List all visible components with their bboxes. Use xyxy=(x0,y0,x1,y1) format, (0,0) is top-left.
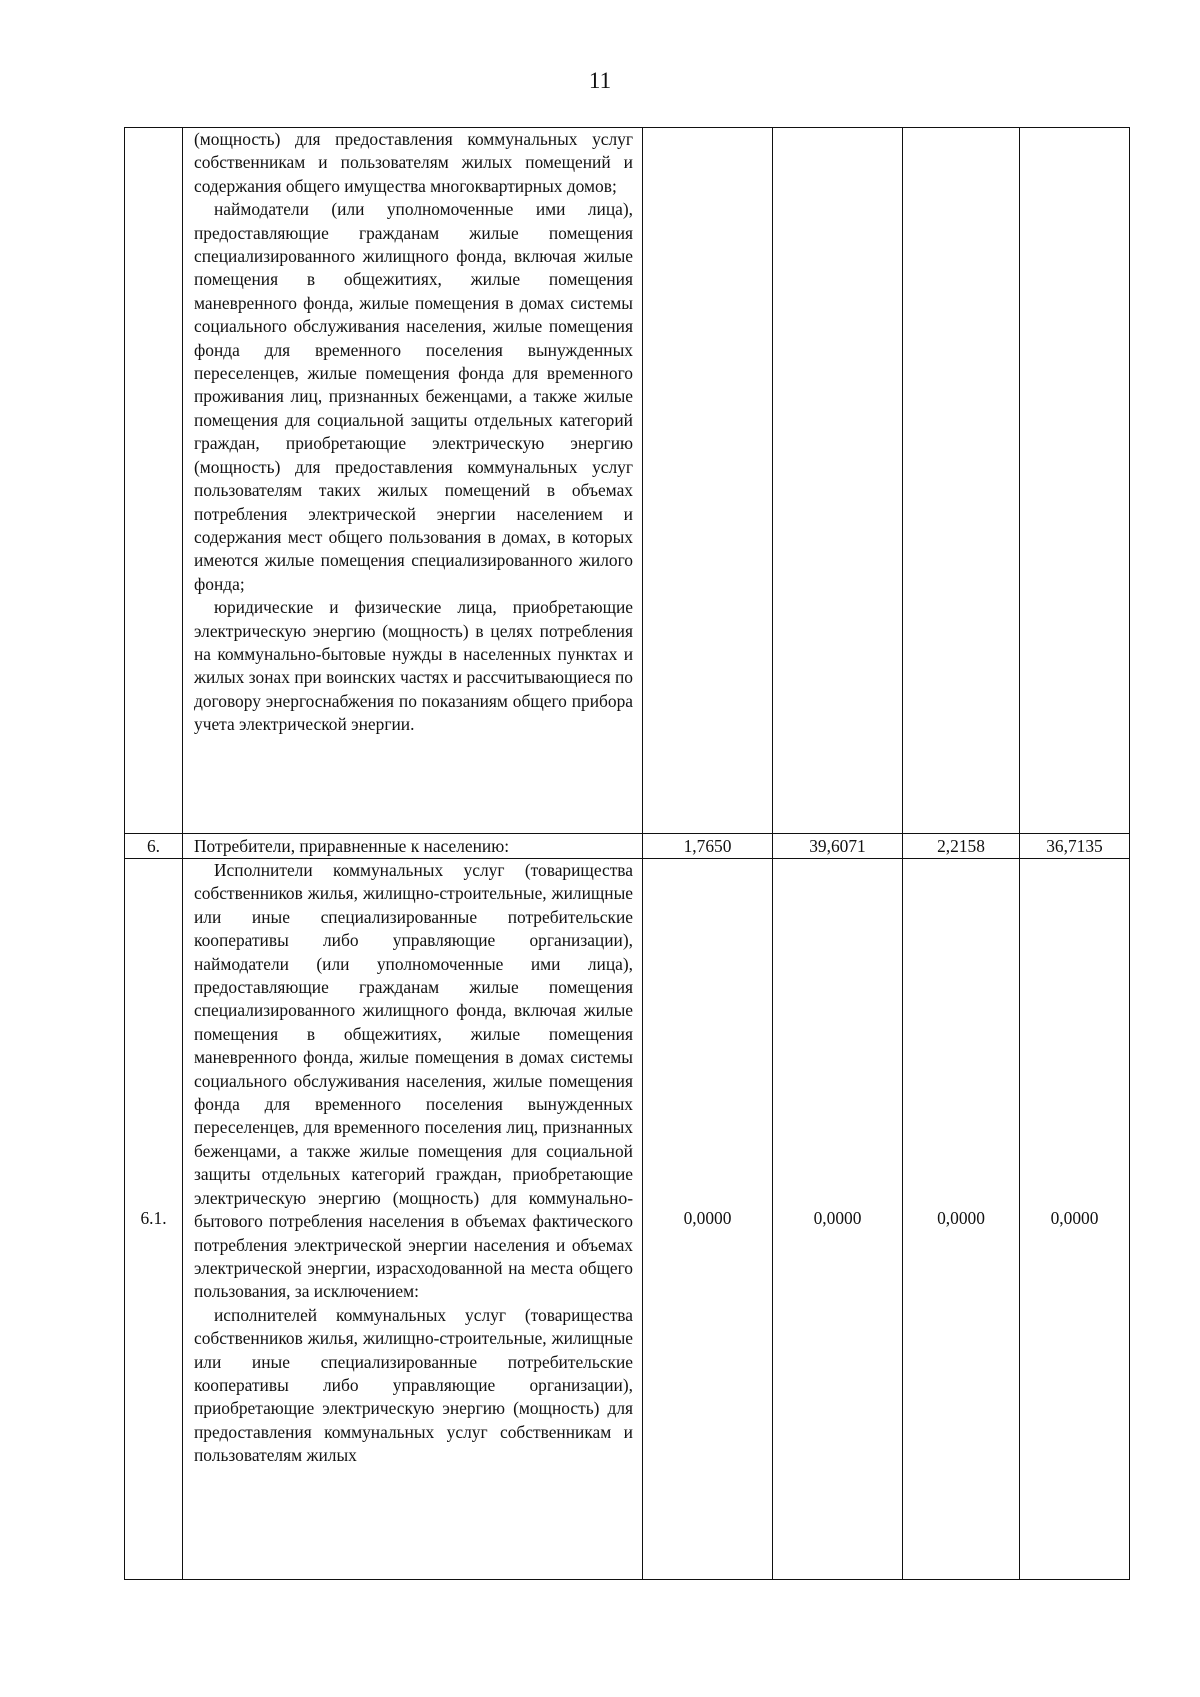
value-cell: 36,7135 xyxy=(1020,834,1130,859)
row-number-cell xyxy=(125,128,183,834)
paragraph: исполнителей коммунальных услуг (товарищества собственников жилья, жилищно-строительные, жилищные или иные специализированные потребительские кооперативы либо управляющие организации), приобретающие электрическую энергию (мощность) для предоставления коммунальных услуг собственникам и пользователям жилых xyxy=(194,1304,633,1466)
row-number-cell: 6. xyxy=(125,834,183,859)
row-description-cell xyxy=(183,859,643,1580)
value-cell xyxy=(773,128,903,834)
table-row-6-1 xyxy=(125,859,1130,1580)
table-row-6 xyxy=(125,834,1130,859)
table-row-continued xyxy=(125,128,1130,834)
page-number: 11 xyxy=(588,68,612,93)
row-description-cell xyxy=(183,128,643,834)
value-cell: 39,6071 xyxy=(773,834,903,859)
tariff-table xyxy=(124,127,1130,1580)
value-cell: 0,0000 xyxy=(643,859,773,1580)
paragraph: (мощность) для предоставления коммунальных услуг собственникам и пользователям жилых помещений и содержания общего имущества многоквартирных домов; xyxy=(194,129,633,196)
value-cell: 0,0000 xyxy=(773,859,903,1580)
paragraph: наймодатели (или уполномоченные ими лица), предоставляющие гражданам жилые помещения специализированного жилищного фонда, включая жилые помещения в общежитиях, жилые помещения маневренного фонда, жилые помещения в домах системы социального обслуживания населения, жилые помещения фонда для временного поселения вынужденных переселенцев, жилые помещения фонда для временного проживания лиц, признанных беженцами, а также жилые помещения для социальной защиты отдельных категорий граждан, приобретающие электрическую энергию (мощность) для предоставления коммунальных услуг пользователям таких жилых помещений в объемах потребления электрической энергии населением и содержания мест общего пользования в домах, в которых имеются жилые помещения специализированного жилого фонда; xyxy=(194,199,633,594)
value-cell xyxy=(1020,128,1130,834)
paragraph: Исполнители коммунальных услуг (товарищества собственников жилья, жилищно-строительные, жилищные или иные специализированные потребительские кооперативы либо управляющие организации), наймодатели (или уполномоченные ими лица), предоставляющие гражданам жилые помещения специализированного жилищного фонда, включая жилые помещения в общежитиях, жилые помещения маневренного фонда, жилые помещения в домах системы социального обслуживания населения, жилые помещения фонда для временного поселения вынужденных переселенцев, для временного поселения лиц, признанных беженцами, а также жилые помещения для социальной защиты отдельных категорий граждан, приобретающие электрическую энергию (мощность) для коммунально-бытового потребления населения в объемах фактического потребления электрической энергии населения и объемах электрической энергии, израсходованной на места общего пользования, за исключением: xyxy=(194,860,633,1302)
row-title-cell: Потребители, приравненные к населению: xyxy=(183,834,643,859)
value-cell: 1,7650 xyxy=(643,834,773,859)
value-cell xyxy=(903,128,1020,834)
value-cell: 0,0000 xyxy=(903,859,1020,1580)
value-cell xyxy=(643,128,773,834)
paragraph: юридические и физические лица, приобретающие электрическую энергию (мощность) в целях потребления на коммунально-бытовые нужды в населенных пунктах и жилых зонах при воинских частях и рассчитывающиеся по договору энергоснабжения по показаниям общего прибора учета электрической энергии. xyxy=(194,597,633,735)
value-cell: 2,2158 xyxy=(903,834,1020,859)
value-cell: 0,0000 xyxy=(1020,859,1130,1580)
row-number-cell: 6.1. xyxy=(125,859,183,1580)
